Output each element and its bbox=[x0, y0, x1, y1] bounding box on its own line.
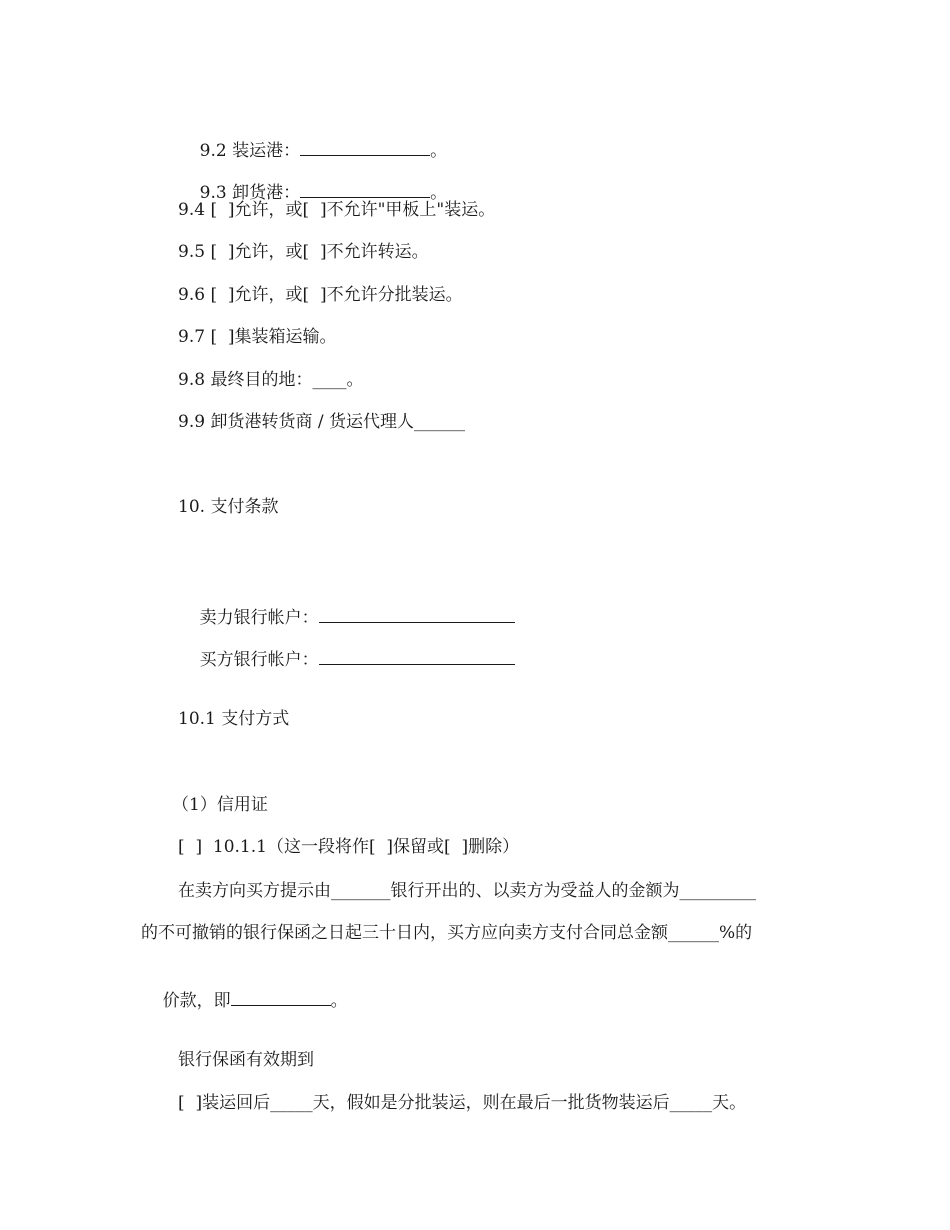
blank-loading-port[interactable] bbox=[300, 138, 430, 156]
clause-9-4: 9.4 [ ]允许，或[ ]不允许"甲板上"装运。 bbox=[178, 200, 496, 220]
guarantee-validity-clause: [ ]装运回后_____天，假如是分批装运，则在最后一批货物装运后_____天。 bbox=[178, 1093, 747, 1113]
clause-10-1-1: [ ] 10.1.1（这一段将作[ ]保留或[ ]删除） bbox=[178, 837, 520, 857]
blank-amount[interactable] bbox=[231, 988, 331, 1006]
section-10-1-heading: 10.1 支付方式 bbox=[178, 709, 290, 729]
guarantee-validity: 银行保函有效期到 bbox=[178, 1050, 314, 1070]
blank-discharge-port[interactable] bbox=[300, 180, 430, 198]
blank-buyer-bank[interactable] bbox=[319, 647, 515, 665]
paragraph-line-3 bbox=[141, 964, 348, 1037]
clause-9-2-label: 9.2 装运港： bbox=[199, 141, 301, 161]
letter-of-credit-heading: （1）信用证 bbox=[172, 795, 268, 815]
clause-9-3-end: 。 bbox=[430, 183, 448, 203]
clause-9-9: 9.9 卸货港转货商 / 货运代理人______ bbox=[178, 412, 465, 432]
clause-9-7: 9.7 [ ]集装箱运输。 bbox=[178, 327, 337, 347]
buyer-bank-label: 买方银行帐户： bbox=[199, 650, 319, 670]
paragraph-line-1: 在卖方向买方提示由_______银行开出的、以卖方为受益人的金额为_________ bbox=[178, 881, 756, 901]
buyer-bank-account bbox=[178, 623, 515, 696]
blank-seller-bank[interactable] bbox=[319, 605, 515, 623]
clause-9-2-end: 。 bbox=[430, 141, 448, 161]
paragraph-line-2: 的不可撤销的银行保函之日起三十日内，买方应向卖方支付合同总金额______%的 bbox=[141, 923, 753, 943]
paragraph-line-3-text: 价款，即 bbox=[162, 991, 231, 1011]
clause-9-8: 9.8 最终目的地：____。 bbox=[178, 370, 364, 390]
clause-9-3-label: 9.3 卸货港： bbox=[199, 183, 301, 203]
seller-bank-label: 卖力银行帐户： bbox=[199, 608, 319, 628]
paragraph-line-3-end: 。 bbox=[330, 991, 348, 1011]
clause-9-6: 9.6 [ ]允许，或[ ]不允许分批装运。 bbox=[178, 285, 463, 305]
clause-9-5: 9.5 [ ]允许，或[ ]不允许转运。 bbox=[178, 242, 429, 262]
section-10-heading: 10. 支付条款 bbox=[178, 497, 279, 517]
